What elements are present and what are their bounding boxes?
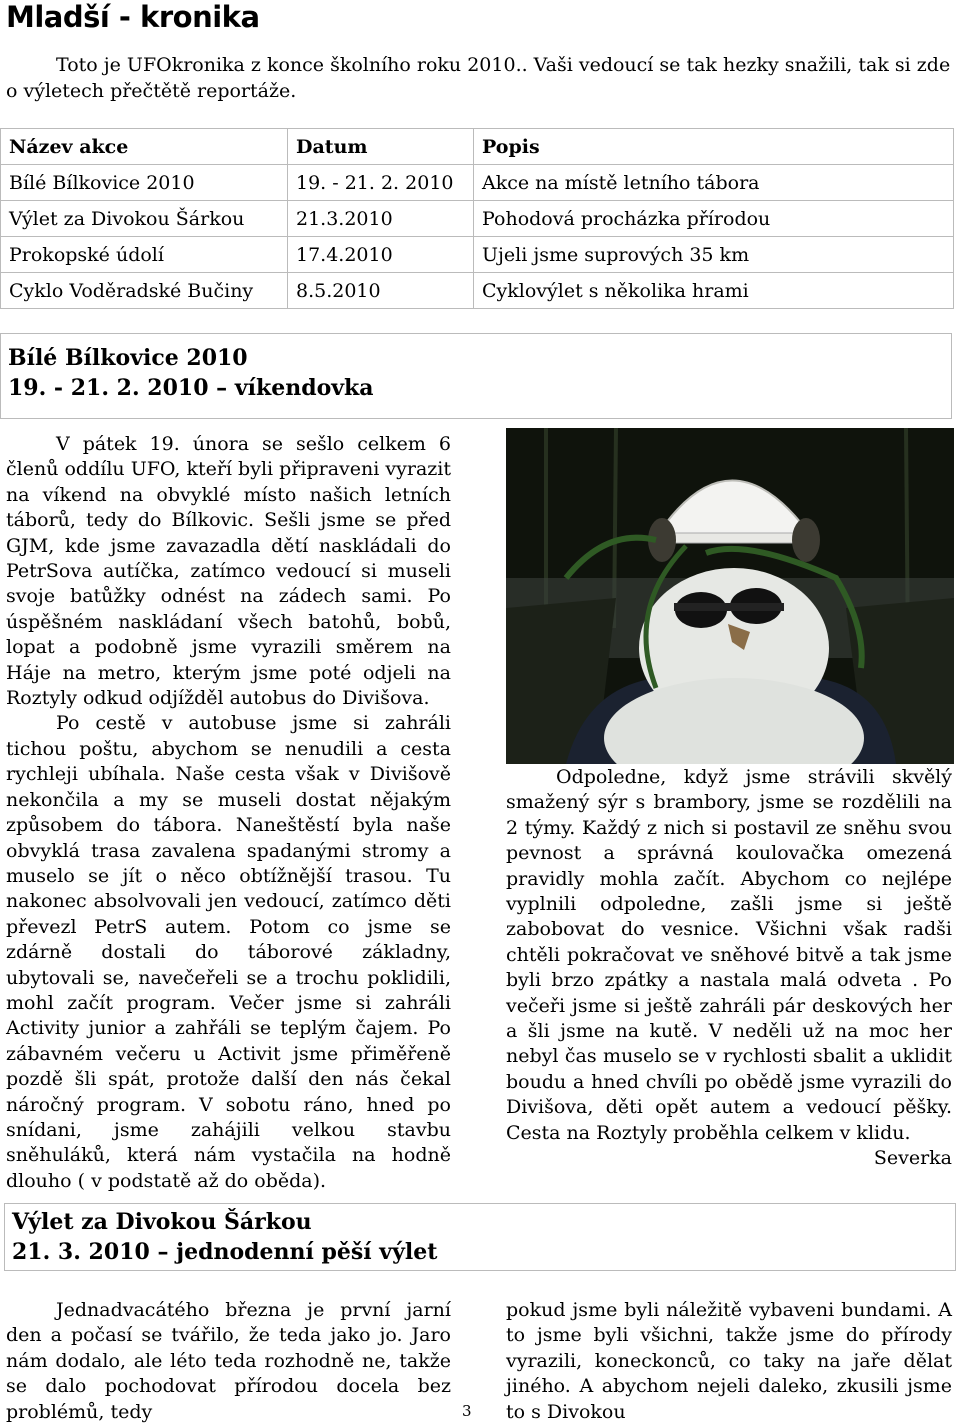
table-row — [1, 273, 954, 309]
article1-heading — [0, 333, 952, 419]
article2-heading — [4, 1203, 956, 1271]
paragraph: pokud jsme byli náležitě vybaveni bundami. A to jsme byli všichni, takže jsme do přírody vyrazili, koneckonců, co taky na jaře dělat jiného. A abychom nejeli daleko, zkusili jsme to s Divokou — [506, 1299, 952, 1423]
header-cell: Název akce — [1, 129, 288, 165]
paragraph: V pátek 19. února se sešlo celkem 6 členů oddílu UFO, kteří byli připraveni vyrazit na víkend na obvyklé místo našich letních táborů, tedy do Bílkovic. Sešli jsme se před GJM, kde jsme zavazadla dětí naskládali do PetrSova autíčka, zatímco vedoucí si museli svoje batůžky odnést na zádech sami. Po úspěšném naskládaní všech batohů, bobů, lopat a podobně jsme vyrazili směrem na Háje na metro, kterým jsme poté odjeli na Roztyly odkud odjížděl autobus do Divišova. — [6, 433, 451, 710]
article1-right-column — [506, 765, 952, 1172]
article1-left-column — [6, 432, 451, 1194]
table-cell: Výlet za Divokou Šárkou — [1, 201, 288, 237]
snowman-photo — [506, 428, 954, 764]
intro-text — [6, 52, 956, 104]
paragraph — [506, 765, 952, 1170]
table-cell: 19. - 21. 2. 2010 — [288, 165, 474, 201]
paragraph-text: Odpoledne, když jsme strávili skvělý smažený sýr s brambory, jsme se rozdělili na 2 týmy. Každý z nich si postavil ze sněhu svou pevnost a správná koulovačka omezená pravidly mohla začít. Abychom co nejlépe vyplnili odpoledne, zašli jsme si ještě zabobovat do vesnice. Všichni však radši chtěli pokračovat ve sněhové bitvě a tak jsme byli brzo zpátky a nastala malá odveta . Po večeři jsme si ještě zahráli pár deskových her a šli jsme na kutě. V neděli už na moc her nebyl čas muselo se v rychlosti sbalit a uklidit boudu a hned chvíli po obědě jsme vyrazili do Divišova, děti opět autem a vedoucí pěšky. Cesta na Roztyly proběhla celkem v klidu. — [506, 766, 952, 1144]
article2-title: Výlet za Divokou Šárkou — [12, 1209, 312, 1235]
table-cell: Ujeli jsme suprových 35 km — [474, 237, 954, 273]
paragraph: Po cestě v autobuse jsme si zahráli tichou poštu, abychom se nenudili a cesta rychleji ubíhala. Naše cesta však v Divišově nekončila a my se museli dostat nějakým způsobem do tábora. Naneštěstí byla naše obvyklá trasa zavalena spadanými stromy a muselo se jít o něco obtížnější trasou. Tu nakonec absolvovali jen vedoucí, zatímco děti převezl PetrS autem. Potom co jsme se zdárně dostali do táborové základny, ubytovali se, navečeřeli se a trochu poklidili, mohl začít program. Večer jsme si zahráli Activity junior a zahřáli se teplým čajem. Po zábavném večeru u Activit jsme přiměřeně pozdě šli spát, protože další den nás čekal náročný program. V sobotu ráno, hned po snídani, jsme zahájili velkou stavbu sněhuláků, která nám vystačila na hodně dlouho ( v podstatě až do oběda). — [6, 712, 451, 1192]
header-cell: Popis — [474, 129, 954, 165]
article1-title: Bílé Bílkovice 2010 — [8, 345, 248, 371]
intro-content: Toto je UFOkronika z konce školního roku 2010.. Vaši vedoucí se tak hezky snažili, tak si zde o výletech přečtětě reportáže. — [6, 54, 951, 102]
table-cell: Prokopské údolí — [1, 237, 288, 273]
article2-left-column — [6, 1298, 451, 1425]
article2-subtitle: 21. 3. 2010 – jednodenní pěší výlet — [12, 1239, 438, 1265]
table-cell: Cyklo Voděradské Bučiny — [1, 273, 288, 309]
header-cell: Datum — [288, 129, 474, 165]
table-cell: 17.4.2010 — [288, 237, 474, 273]
article2-right-column — [506, 1298, 952, 1425]
table-header-row — [1, 129, 954, 165]
table-cell: 8.5.2010 — [288, 273, 474, 309]
signature: Severka — [873, 1147, 952, 1170]
table-row — [1, 237, 954, 273]
table-cell: Akce na místě letního tábora — [474, 165, 954, 201]
page-number: 3 — [462, 1402, 472, 1420]
table-cell: Bílé Bílkovice 2010 — [1, 165, 288, 201]
table-row — [1, 165, 954, 201]
article1-subtitle: 19. - 21. 2. 2010 – víkendovka — [8, 375, 374, 401]
paragraph: Jednadvacátého března je první jarní den a počasí se tvářilo, že teda jako jo. Jaro nám dodalo, ale léto teda rozhodně ne, takže se dalo pochodovat přírodou docela bez problémů, tedy — [6, 1299, 451, 1423]
table-cell: 21.3.2010 — [288, 201, 474, 237]
page-title: Mladší - kronika — [6, 0, 260, 34]
table-cell: Pohodová procházka přírodou — [474, 201, 954, 237]
events-table — [0, 128, 954, 309]
table-cell: Cyklovýlet s několika hrami — [474, 273, 954, 309]
table-row — [1, 201, 954, 237]
